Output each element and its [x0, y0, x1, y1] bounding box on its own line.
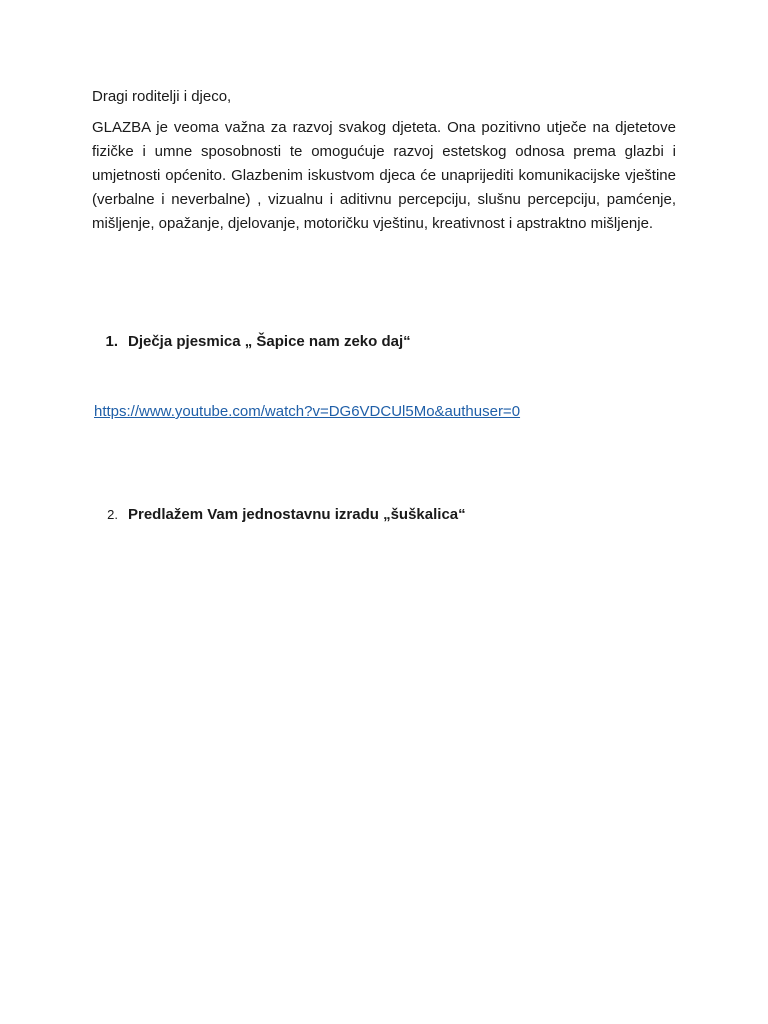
list-item — [0, 331, 411, 353]
youtube-link[interactable]: https://www.youtube.com/watch?v=DG6VDCUl5Mo&authuser=0 — [94, 403, 521, 420]
list-item-text: Dječja pjesmica „ Šapice nam zeko daj“ — [128, 333, 411, 350]
list-item-text: Predlažem Vam jednostavnu izradu „šuškalica“ — [128, 506, 466, 523]
list-number: 1. — [105, 333, 118, 350]
greeting-text: Dragi roditelji i djeco, — [92, 88, 232, 105]
intro-paragraph: GLAZBA je veoma važna za razvoj svakog djeteta. Ona pozitivno utječe na djetetove fizičke i umne sposobnosti te omogućuje razvoj estetskog odnosa prema glazbi i umjetnosti općenito. Glazbenim iskustvom djeca će unaprijediti komunikacijske vještine (verbalne i neverbalne) , vizualnu i aditivnu percepciju, slušnu percepciju, pamćenje, mišljenje, opažanje, djelovanje, motoričku vještinu, kreativnost i apstraktno mišljenje. — [92, 119, 676, 232]
list-item — [0, 504, 466, 526]
list-number: 2. — [107, 507, 118, 522]
